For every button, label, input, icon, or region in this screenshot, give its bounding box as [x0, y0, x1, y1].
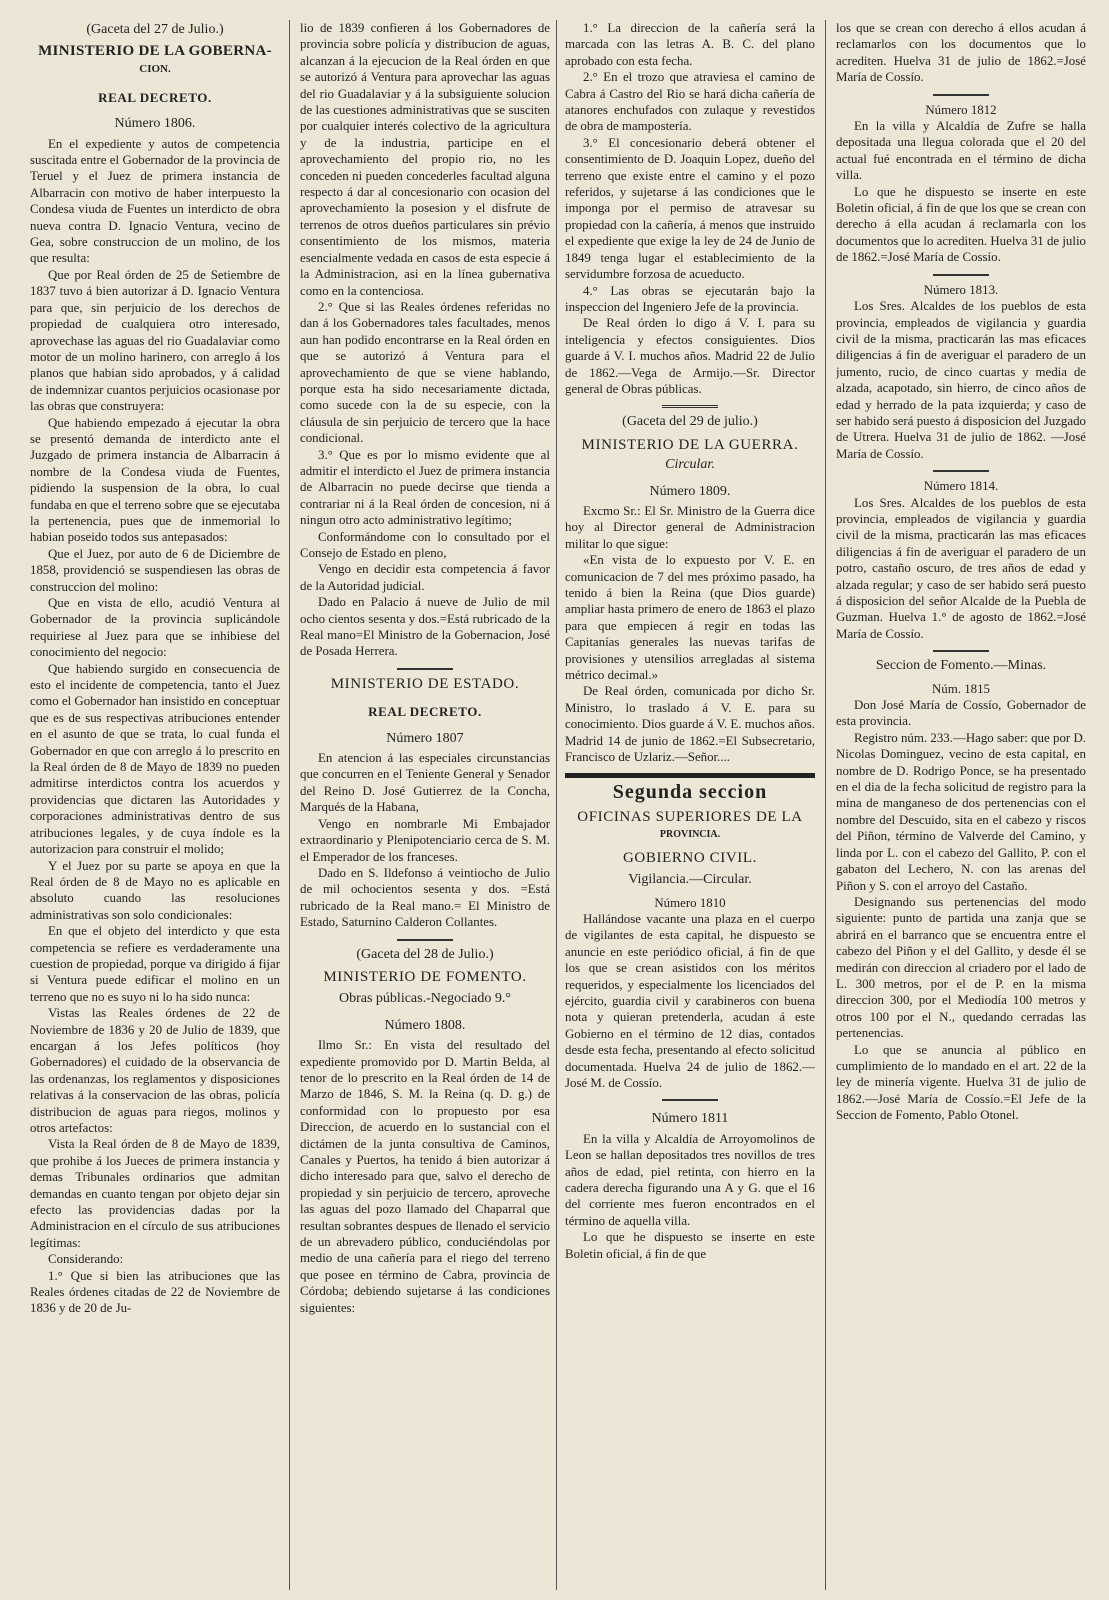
paragraph: Lo que he dispuesto se inserte en este Boletin oficial, á fin de que los que se crean con derecho á ella acudan á reclamarla con los documentos que lo acrediten. Huelva 31 de julio de 1862.=José María de Cossío. — [836, 184, 1086, 265]
paragraph: En que el objeto del interdicto y que esta competencia se refiere es verdaderamente una cuestion de propiedad, porque va dirigido á fijar si Ventura puede edificar el molino en un terreno que no es suyo ni lo ha sido nunca: — [30, 924, 280, 1004]
paragraph: Considerando: — [48, 1252, 124, 1267]
column-rule — [556, 20, 557, 1590]
section-heading: Segunda seccion — [612, 781, 768, 804]
column-3 — [565, 20, 815, 1595]
number-heading: Núm. 1815 — [931, 681, 990, 696]
paragraph: Que habiendo empezado á ejecutar la obra se presentó demanda de interdicto ante el Juzgado de primera instancia de Albarracin á nombre de la Condesa viuda de Fuentes, pidiendo la suspension de la obra, lo cual fundaba en que el terreno sobre que se ejecutaba la pertenencia, pues que de inmemorial lo habian poseido todos sus antepasados: — [30, 415, 280, 545]
government-heading: GOBIERNO CIVIL. — [623, 849, 757, 866]
paragraph: Registro núm. 233.—Hago saber: que por D. Nicolas Dominguez, vecino de esta capital, en nombre de D. Rodrigo Ponce, se ha presentado en el dia de la fecha solicitud de registro para la mina de manganeso de dos pertenencias con el nombre del Descuido, sita en el cabezo y riscos del Piñon, término de Valverde del Camino, y linda por L. con el cabezo del Gallito, P. con el gabaton del Lechero, N. con las arenas del Piñon y S. con el arroyo del Castaño. — [836, 730, 1086, 893]
gazette-date: (Gaceta del 28 de Julio.) — [356, 946, 494, 962]
column-rule — [825, 20, 826, 1590]
paragraph: En el expediente y autos de competencia suscitada entre el Gobernador de la provincia de Teruel y el Juez de primera instancia de Albarracin con motivo de haber interpuesto la Condesa viuda de Fuentes un interdicto de obra nueva contra D. Ignacio Ventura, vecino de Gea, sobre construccion de un molino, de los que resulta: — [30, 136, 280, 266]
ministry-heading: MINISTERIO DE LA GUERRA. — [581, 436, 799, 453]
subheading: Vigilancia.—Circular. — [628, 872, 752, 888]
separator — [662, 405, 718, 408]
number-heading: Número 1809. — [649, 483, 731, 499]
paragraph: 1.° Que si bien las atribuciones que las Reales órdenes citadas de 22 de Noviembre de 1836 y de 20 de Ju- — [30, 1268, 280, 1316]
paragraph: Que habiendo surgido en consecuencia de esto el incidente de competencia, tanto el Juez como el Gobernador han insistido en conceptuar que es de sus respectivas atribuciones entender en el asunto de que se trata, lo cual funda el Gobernador en que con arreglo á lo prescrito en la Real órden de 8 de Mayo de 1839 no pueden admitirse interdictos contra los acuerdos y providencias que dictaren las Autoridades y corporaciones administrativas dentro de sus atribuciones legales, y de cuya índole es la autorizacion para construir el molido; — [30, 661, 280, 857]
number-heading: Número 1812 — [925, 102, 997, 117]
number-heading: Número 1811 — [651, 1111, 729, 1127]
offices-heading: OFICINAS SUPERIORES DE LA — [577, 808, 803, 825]
section-rule — [565, 773, 815, 778]
paragraph: De Real órden, comunicada por dicho Sr. Ministro, lo traslado á V. E. para su conocimiento. Dios guarde á V. E. muchos años. Madrid 14 de junio de 1862.=El Subsecretario, Francisco de Uzlariz.—Señor.... — [565, 684, 815, 765]
paragraph: Que por Real órden de 25 de Setiembre de 1837 tuvo á bien autorizar á D. Ignacio Ventura para que, sin perjuicio de los derechos de propiedad de cualquiera otro interesado, aprovechase las aguas del rio Guadalaviar como motor de un molino harinero, con arreglo á los planos que habian sido aprobados, y á calidad de indemnizar cuantos perjuicios ocasionase por las obras que construyera: — [30, 267, 280, 414]
paragraph: Hallándose vacante una plaza en el cuerpo de vigilantes de esta capital, he dispuesto se anuncie en este periódico oficial, á fin de que los que se crean asistidos con los méritos requeridos, y especialmente los licenciados del ejército, guardia civil y carabineros con buena nota y quieran pretenderla, acudan á este Gobierno en el término de 12 dias, contados desde esta fecha, presentando al efecto solicitud documentada. Huelva 24 de julio de 1862.—José M. de Cossío. — [565, 911, 815, 1090]
paragraph: Los Sres. Alcaldes de los pueblos de esta provincia, empleados de vigilancia y guardia civil de la misma, practicarán las mas eficaces diligencias á fin de averiguar el paradero de un jumento, rucio, de cinco cuartas y media de alzada, acapotado, sin hierro, de cinco años de edad y herrado de la pata izquierda; y caso de ser habido será puesto á disposicion del Juzgado de Utrera. Huelva 31 de julio de 1862. —José María de Cossío. — [836, 299, 1086, 461]
separator — [933, 470, 989, 472]
gazette-date: (Gaceta del 27 de Julio.) — [86, 22, 224, 37]
paragraph: 4.° Las obras se ejecutarán bajo la inspeccion del Ingeniero Jefe de la provincia. — [565, 283, 815, 314]
column-rule — [289, 20, 290, 1590]
separator — [933, 94, 989, 96]
paragraph: 2.° En el trozo que atraviesa el camino de Cabra á Castro del Rio se hará dicha cañería de atanores enchufados con zulaque y revestidos de obra de mampostería. — [565, 70, 815, 134]
paragraph: Don José María de Cossío, Gobernador de esta provincia. — [836, 698, 1086, 729]
number-heading: Número 1813. — [923, 282, 999, 297]
number-heading: Número 1810 — [654, 895, 726, 910]
paragraph: En la villa y Alcaldía de Zufre se halla depositada una llegua colorada que el 20 del actual fué encontrada en el término de dicha villa. — [836, 119, 1086, 183]
separator — [397, 939, 453, 941]
paragraph: lio de 1839 confieren á los Gobernadores de provincia sobre policía y distribucion de aguas, alcanzan á la ejecucion de la Real órden en que se autorizó á Ventura para aprovechar las aguas del rio Guadalaviar y á la subsiguiente solucion de las cuestiones administrativas que se susciten por cualquier interés colectivo de la agricultura y de la industria, participe en el aprovechamiento del propio rio, no les conceden ni pueden concederles facultad alguna respecto á dar al concesionario con ocasion del aprovechamiento la posesion y el disfrute de terrenos de otros dueños particulares sin prévio consentimiento de los mismos, materia esencialmente vedada en casos de esta especie á la Administracion, asi en la línea gubernativa como en la contenciosa. — [300, 21, 550, 298]
paragraph: 1.° La direccion de la cañería será la marcada con las letras A. B. C. del plano aprobado con esta fecha. — [565, 21, 815, 68]
paragraph: Ilmo Sr.: En vista del resultado del expediente promovido por D. Martin Belda, al tenor de lo prescrito en la Real órden de 14 de Marzo de 1846, S. M. la Reina (q. D. g.) de conformidad con lo propuesto por esa Direccion, de acuerdo en lo sustancial con el dictámen de la junta consultiva de Caminos, Canales y Puertos, ha tenido á bien autorizar á dicho interesado para que, salvo el derecho de propiedad y sin perjuicio de tercero, aproveche las aguas del pozo llamado del Chaparral que resultan sobrantes despues de llenado el servicio de un abrevadero público, conduciéndolas por medio de una cañería para el riego del terreno que posee en término de Cabra, provincia de Córdoba; debiendo sujetarse á las condiciones siguientes: — [300, 1038, 550, 1315]
number-heading: Número 1806. — [114, 116, 196, 132]
number-heading: Número 1814. — [923, 479, 999, 494]
paragraph: «En vista de lo expuesto por V. E. en comunicacion de 7 del mes próximo pasado, ha tenido á bien la Reina (que Dios guarde) ampliar hasta primero de enero de 1863 el plazo para que empiecen á regir en todas las Capitanías generales las nuevas tarifas de provisiones y utensilios arregladas al sistema métrico decimal.» — [565, 553, 815, 683]
subheading: Obras públicas.-Negociado 9.° — [339, 991, 511, 1007]
paragraph: 2.° Que si las Reales órdenes referidas no dan á los Gobernadores tales facultades, menos aun han podido encontrarse en la Real órden en que se autorizó á Ventura para el aprovechamiento de que se viene hablando, porque esta ha sido necesariamente dictada, como sucede con la de su especie, con la cláusula de sin perjuicio de tercero que la hace condicional. — [300, 299, 550, 446]
paragraph: Lo que se anuncia al público en cumplimiento de lo mandado en el art. 22 de la ley de minería vigente. Huelva 31 de julio de 1862.—José María de Cossío.=El Jefe de la Seccion de Fomento, Pablo Otonel. — [836, 1042, 1086, 1123]
paragraph: Vista la Real órden de 8 de Mayo de 1839, que prohibe á los Jueces de primera instancia y demas Tribunales ordinarios que admitan demandas en cuanto tengan por objeto dejar sin efecto las providencias dadas por la Administracion en el círculo de sus atribuciones legítimas: — [30, 1137, 280, 1250]
column-2 — [300, 20, 550, 1595]
paragraph: Y el Juez por su parte se apoya en que la Real órden de 8 de Mayo no es aplicable en absoluto cuando las resoluciones administrativas son solo condicionales: — [30, 858, 280, 922]
separator — [397, 668, 453, 670]
section-heading: Seccion de Fomento.—Minas. — [875, 658, 1047, 674]
paragraph: Dado en S. Ildefonso á veintiocho de Julio de mil ochocientos sesenta y dos. =Está rubricado de la Real mano.= El Ministro de Estado, Saturnino Calderon Collantes. — [300, 865, 550, 930]
number-heading: Número 1808. — [384, 1017, 466, 1033]
separator — [933, 650, 989, 652]
paragraph: En la villa y Alcaldía de Arroyomolinos de Leon se hallan depositados tres novillos de tres años de edad, piel retinta, con hierro en la cadera derecha figurando una A y G. que el 16 del corriente mes fueron encontrados en el término de aquella villa. — [565, 1131, 815, 1228]
column-1 — [30, 20, 280, 1595]
paragraph: los que se crean con derecho á ellos acudan á reclamarlos con los documentos que lo acrediten. Huelva 31 de julio de 1862.=José María de Cossío. — [836, 21, 1086, 85]
paragraph: Que en vista de ello, acudió Ventura al Gobernador de la provincia suplicándole requiriese al Juez para que se inhibiese del conocimiento del negocio: — [30, 596, 280, 660]
paragraph: Que el Juez, por auto de 6 de Diciembre de 1858, providenció se suspendiesen las obras de construccion del molino: — [30, 546, 280, 594]
paragraph: Vengo en decidir esta competencia á favor de la Autoridad judicial. — [300, 562, 550, 593]
ministry-heading: MINISTERIO DE FOMENTO. — [323, 968, 527, 985]
paragraph: Excmo Sr.: El Sr. Ministro de la Guerra dice hoy al Director general de Administracion militar lo que sigue: — [565, 503, 815, 551]
paragraph: Dado en Palacio á nueve de Julio de mil ocho cientos sesenta y dos.=Está rubricado de la Real mano=El Ministro de la Gobernacion, José de Posada Herrera. — [300, 595, 550, 659]
province-heading: PROVINCIA. — [659, 829, 721, 841]
separator — [933, 274, 989, 276]
paragraph: Lo que he dispuesto se inserte en este Boletin oficial, á fin de que — [565, 1230, 815, 1261]
column-4 — [836, 20, 1086, 1595]
paragraph: Vengo en nombrarle Mi Embajador extraordinario y Plenipotenciario cerca de S. M. el Emperador de los franceses. — [300, 816, 550, 864]
paragraph: De Real órden lo digo á V. I. para su inteligencia y efectos consiguientes. Dios guarde á V. I. muchos años. Madrid 22 de Julio de 1862.—Vega de Armijo.—Sr. Director general de Obras públicas. — [565, 316, 815, 396]
ministry-heading: MINISTERIO DE LA GOBERNA- — [38, 43, 272, 60]
paragraph: 3.° El concesionario deberá obtener el consentimiento de D. Joaquin Lopez, dueño del terreno que existe entre el camino y el pozo referidos, y sujetarse á las condiciones que le imponga por el permiso de atravesar su propiedad con la cañería, á menos que instruido el expediente que exige la ley de 24 de Junio de 1849 tenga lugar el establecimiento de la servidumbre forzosa de acueducto. — [565, 135, 815, 282]
paragraph: Vistas las Reales órdenes de 22 de Noviembre de 1836 y 20 de Julio de 1839, que encargan á los Jefes políticos (hoy Gobernadores) el cuidado de la observancia de las ordenanzas, los reglamentos y disposiciones relativas á la conservacion de las obras, policía distribucion de aguas para riegos, molinos y otros artefactos: — [30, 1006, 280, 1135]
paragraph: Conformándome con lo consultado por el Consejo de Estado en pleno, — [300, 529, 550, 560]
number-heading: Número 1807 — [386, 730, 464, 746]
ministry-heading-cont: CION. — [139, 63, 171, 76]
paragraph: En atencion á las especiales circunstancias que concurren en el Teniente General y Senador del Reino D. José Gutierrez de la Concha, Marqués de la Habana, — [300, 751, 550, 815]
gazette-date: (Gaceta del 29 de julio.) — [622, 414, 758, 430]
circular-heading: Circular. — [665, 457, 715, 473]
paragraph: Designando sus pertenencias del modo siguiente: punto de partida una zanja que se abrirá en el barranco que se encuentra entre el cabezo del Piñon y el del Gallito, y desde él se medirán con direccion al criadero por el lado de L. 300 metros, por el de P. en la misma direccion 300, por el Mediodía 100 metros y otros 100 por el N., quedando cerradas las pertenencias. — [836, 894, 1086, 1041]
paragraph: Los Sres. Alcaldes de los pueblos de esta provincia, empleados de vigilancia y guardia civil de la misma, practicarán las mas eficaces diligencias á fin de averiguar el paradero de un potro, castaño oscuro, de tres años de edad y alzada regular; y caso de ser habido será puesto á disposicion del señor Alcalde de la Puebla de Guzman. Huelva 1.° de agosto de 1862.=José María de Cossío. — [836, 495, 1086, 641]
paragraph: 3.° Que es por lo mismo evidente que al admitir el interdicto el Juez de primera instancia de Albarracin no puede decirse que tienda a contrariar ni á la Real órden de concesion, ni á ningun otro acto administrativo legítimo; — [300, 447, 550, 528]
decree-heading: REAL DECRETO. — [98, 89, 212, 105]
decree-heading: REAL DECRETO. — [368, 704, 482, 720]
ministry-heading: MINISTERIO DE ESTADO. — [330, 675, 520, 692]
separator — [662, 1099, 718, 1101]
